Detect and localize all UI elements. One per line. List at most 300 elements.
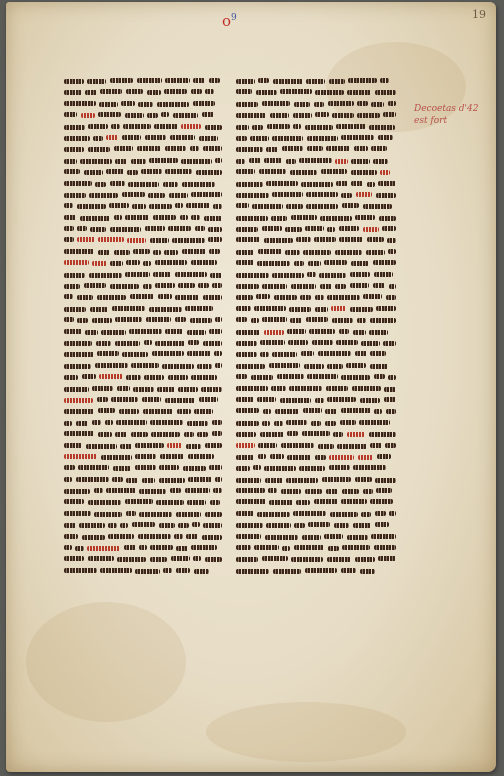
ink-word — [98, 250, 110, 255]
ink-word — [133, 387, 154, 392]
ink-word — [269, 500, 293, 505]
ink-word — [192, 522, 200, 527]
ink-word — [236, 102, 258, 107]
ink-word — [321, 169, 347, 174]
ink-word — [182, 249, 206, 254]
ink-word — [314, 102, 324, 107]
ink-word — [386, 295, 396, 300]
ink-word — [135, 465, 156, 470]
ink-word — [272, 192, 303, 197]
script-line — [236, 122, 396, 133]
ink-word — [357, 113, 380, 118]
ink-word — [191, 375, 217, 380]
ink-word — [375, 511, 386, 516]
ink-word — [64, 226, 74, 231]
ink-word — [236, 182, 263, 187]
script-line — [64, 532, 222, 543]
ink-word — [291, 557, 323, 562]
ink-word — [335, 159, 348, 164]
ink-word — [327, 397, 356, 402]
ink-word — [64, 159, 77, 164]
ink-word — [330, 512, 358, 517]
ink-word — [273, 79, 303, 84]
ink-word — [272, 352, 297, 357]
script-line — [236, 395, 396, 406]
ink-word — [282, 146, 303, 151]
script-line — [236, 532, 396, 543]
ink-word — [64, 443, 82, 448]
ink-word — [77, 226, 87, 231]
script-line — [64, 497, 222, 508]
ink-word — [208, 237, 222, 242]
script-line — [64, 224, 222, 235]
ink-word — [127, 170, 138, 175]
ink-word — [64, 477, 72, 482]
script-line — [64, 384, 222, 395]
ink-word — [122, 192, 145, 197]
ink-word — [350, 272, 370, 277]
ink-word — [325, 409, 337, 414]
ink-word — [335, 284, 346, 289]
ink-word — [331, 306, 346, 311]
script-line — [236, 384, 396, 395]
ink-word — [236, 125, 249, 130]
script-line — [64, 543, 222, 554]
ink-word — [163, 568, 172, 573]
ink-word — [64, 249, 94, 254]
ink-word — [137, 78, 162, 83]
ink-word — [193, 556, 201, 561]
ink-word — [258, 454, 266, 459]
ink-word — [164, 89, 187, 94]
ink-word — [377, 454, 391, 459]
ink-word — [125, 499, 153, 504]
ink-word — [236, 79, 255, 84]
script-line — [236, 338, 396, 349]
ink-word — [327, 557, 351, 562]
ink-word — [264, 238, 293, 243]
ink-word — [260, 340, 285, 345]
ink-word — [128, 182, 159, 187]
ink-word — [366, 250, 385, 255]
ink-word — [158, 294, 172, 299]
ink-word — [351, 159, 370, 164]
script-line — [236, 87, 396, 98]
ink-word — [64, 534, 78, 539]
ink-word — [212, 431, 222, 436]
ink-word — [64, 364, 91, 369]
ink-word — [236, 89, 252, 94]
ink-word — [202, 112, 214, 117]
ink-word — [117, 386, 130, 391]
ink-word — [374, 272, 393, 277]
ink-word — [315, 398, 324, 403]
ink-word — [194, 569, 209, 574]
ink-word — [373, 159, 388, 164]
ink-word — [82, 374, 96, 379]
ink-word — [150, 238, 169, 243]
ink-word — [367, 182, 375, 187]
ink-word — [236, 455, 254, 460]
ink-word — [236, 113, 266, 118]
ink-word — [263, 409, 271, 414]
ink-word — [143, 284, 152, 289]
ink-word — [156, 500, 184, 505]
ink-word — [64, 387, 89, 392]
ink-word — [332, 113, 354, 118]
ink-word — [112, 306, 145, 311]
ink-word — [144, 375, 164, 380]
ink-word — [375, 478, 396, 483]
ink-word — [185, 488, 210, 493]
ink-word — [309, 329, 335, 334]
ink-word — [388, 375, 396, 380]
script-line — [236, 201, 396, 212]
ink-word — [342, 489, 359, 494]
ink-word — [249, 158, 261, 163]
ink-word — [188, 477, 212, 482]
ink-word — [95, 363, 128, 368]
script-line — [236, 292, 396, 303]
ink-word — [89, 193, 118, 198]
ink-word — [294, 102, 310, 107]
ink-word — [90, 307, 108, 312]
ink-word — [89, 273, 122, 278]
ink-word — [64, 511, 91, 516]
ink-word — [64, 421, 72, 426]
ink-word — [340, 420, 356, 425]
ink-word — [294, 545, 324, 550]
ink-word — [351, 170, 377, 175]
ink-word — [236, 511, 254, 516]
script-line — [64, 361, 222, 372]
ink-word — [157, 387, 175, 392]
script-line — [64, 463, 222, 474]
ink-word — [306, 192, 338, 197]
script-line — [236, 156, 396, 167]
ink-word — [175, 295, 199, 300]
ink-word — [308, 522, 330, 527]
ink-word — [339, 237, 363, 242]
ink-word — [373, 260, 396, 265]
script-line — [64, 395, 222, 406]
ink-word — [119, 409, 139, 414]
ink-word — [205, 557, 222, 562]
ink-word — [302, 431, 330, 436]
ink-word — [376, 306, 396, 311]
script-line — [64, 156, 222, 167]
ink-word — [355, 557, 375, 562]
ink-word — [339, 329, 349, 334]
text-column-right — [236, 76, 396, 577]
ink-word — [96, 341, 111, 346]
ink-word — [64, 556, 84, 561]
ink-word — [203, 523, 222, 528]
ink-word — [236, 284, 259, 289]
ink-word — [265, 535, 298, 540]
ink-word — [369, 330, 388, 335]
ink-word — [254, 306, 286, 311]
ink-word — [375, 90, 396, 95]
ink-word — [296, 237, 311, 242]
ink-word — [275, 409, 299, 414]
ink-word — [236, 203, 249, 208]
ink-word — [370, 351, 386, 356]
ink-word — [305, 489, 322, 494]
ink-word — [64, 341, 92, 346]
ink-word — [124, 545, 136, 550]
ink-word — [236, 443, 255, 448]
ink-word — [236, 306, 251, 311]
ink-word — [388, 101, 396, 106]
ink-word — [149, 204, 172, 209]
ink-word — [64, 273, 85, 278]
ink-word — [64, 545, 72, 550]
ink-word — [336, 181, 348, 186]
ink-word — [347, 432, 365, 437]
ink-word — [299, 158, 332, 163]
script-line — [64, 87, 222, 98]
ink-word — [155, 341, 185, 346]
ink-word — [165, 146, 186, 151]
ink-word — [328, 101, 354, 106]
ink-word — [82, 535, 105, 540]
ink-word — [357, 318, 366, 323]
ink-word — [236, 237, 260, 242]
ink-word — [262, 101, 290, 106]
ink-word — [151, 432, 180, 437]
ink-word — [269, 363, 300, 368]
script-line — [236, 475, 396, 486]
ink-word — [64, 90, 82, 95]
ink-word — [254, 545, 279, 550]
ink-word — [197, 364, 212, 369]
ink-word — [135, 569, 160, 574]
ink-word — [236, 397, 254, 402]
ink-word — [88, 500, 121, 505]
ink-word — [384, 397, 396, 402]
script-line — [64, 247, 222, 258]
ink-word — [154, 124, 178, 129]
ink-word — [110, 78, 133, 83]
ink-word — [105, 420, 113, 425]
ink-word — [97, 397, 108, 402]
ink-word — [204, 216, 222, 221]
ink-word — [188, 340, 199, 345]
ink-word — [94, 512, 122, 517]
ink-word — [236, 432, 256, 437]
ink-word — [215, 477, 222, 482]
ink-word — [274, 421, 283, 426]
ink-word — [178, 283, 195, 288]
ink-word — [315, 112, 329, 117]
ink-word — [251, 375, 273, 380]
ink-word — [88, 147, 110, 152]
ink-word — [202, 535, 222, 540]
ink-word — [273, 569, 301, 574]
ink-word — [157, 102, 189, 107]
ink-word — [311, 421, 321, 426]
ink-word — [305, 125, 333, 130]
ink-word — [256, 294, 270, 299]
ink-word — [77, 204, 106, 209]
ink-word — [305, 226, 324, 231]
ink-word — [307, 374, 338, 379]
ink-word — [315, 455, 326, 460]
ink-word — [326, 386, 348, 391]
ink-word — [348, 78, 377, 83]
ink-word — [64, 499, 84, 504]
ink-word — [257, 512, 290, 517]
ink-word — [256, 90, 277, 95]
ink-word — [388, 249, 396, 254]
ink-word — [341, 375, 370, 380]
ink-word — [262, 421, 270, 426]
script-line — [236, 281, 396, 292]
ink-word — [148, 193, 165, 198]
ink-word — [191, 89, 202, 94]
ink-word — [175, 272, 207, 277]
ink-word — [146, 317, 171, 322]
ink-word — [187, 421, 208, 426]
ink-word — [186, 444, 201, 449]
ink-word — [209, 78, 220, 83]
ink-word — [376, 488, 392, 493]
ink-word — [190, 318, 212, 323]
ink-word — [264, 466, 296, 471]
ink-word — [236, 317, 247, 322]
ink-word — [236, 488, 265, 493]
script-line — [64, 441, 222, 452]
script-line — [236, 361, 396, 372]
ink-word — [236, 466, 250, 471]
ink-word — [196, 170, 222, 175]
ink-word — [333, 432, 343, 437]
ink-word — [153, 250, 161, 255]
ink-word — [383, 341, 396, 346]
ink-word — [81, 113, 95, 118]
ink-word — [212, 283, 222, 288]
ink-word — [108, 534, 134, 539]
ink-word — [346, 363, 366, 368]
ink-word — [98, 237, 124, 242]
ink-word — [351, 261, 369, 266]
ink-word — [163, 182, 178, 187]
ink-word — [126, 89, 143, 94]
ink-word — [194, 409, 213, 414]
script-line — [64, 270, 222, 281]
ink-word — [135, 443, 164, 448]
ink-word — [355, 351, 367, 356]
ink-word — [290, 170, 317, 175]
script-line — [64, 566, 222, 577]
ink-word — [264, 158, 282, 163]
ink-word — [197, 432, 208, 437]
ink-word — [287, 431, 298, 436]
script-line — [64, 315, 222, 326]
ink-word — [144, 340, 152, 345]
script-line — [64, 372, 222, 383]
ink-word — [87, 79, 106, 84]
ink-word — [64, 112, 77, 117]
ink-word — [165, 78, 190, 83]
ink-word — [371, 534, 396, 539]
ink-word — [374, 545, 396, 550]
ink-word — [139, 512, 172, 517]
ink-word — [79, 523, 105, 528]
ink-word — [80, 159, 112, 164]
ink-word — [282, 546, 290, 551]
margin-note-line-2: est fort — [414, 116, 448, 126]
ink-word — [64, 317, 74, 322]
ink-word — [271, 386, 286, 391]
ink-word — [293, 124, 301, 129]
ink-word — [86, 444, 117, 449]
ink-word — [160, 454, 184, 459]
ink-word — [142, 478, 155, 483]
ink-word — [92, 318, 112, 323]
ink-word — [341, 193, 352, 198]
ink-word — [300, 295, 311, 300]
ink-word — [369, 125, 395, 130]
ink-word — [289, 386, 322, 391]
ink-word — [305, 568, 337, 573]
ink-word — [336, 124, 366, 129]
ink-word — [236, 352, 257, 357]
ink-word — [115, 432, 127, 437]
script-line — [64, 258, 222, 269]
script-line — [236, 441, 396, 452]
ink-word — [274, 295, 297, 300]
ink-word — [75, 546, 84, 551]
ink-word — [341, 408, 371, 413]
ink-word — [291, 215, 317, 220]
ink-word — [112, 477, 123, 482]
script-line — [236, 99, 396, 110]
ink-word — [380, 78, 389, 83]
ink-word — [106, 488, 136, 493]
ink-word — [286, 420, 307, 425]
ink-word — [320, 216, 352, 221]
ink-word — [236, 386, 268, 391]
ink-word — [176, 568, 190, 573]
ink-word — [236, 273, 269, 278]
ink-word — [359, 420, 390, 425]
ink-word — [339, 226, 359, 231]
ink-word — [213, 204, 222, 209]
ink-word — [262, 226, 282, 231]
ink-word — [133, 249, 150, 254]
ink-word — [379, 216, 396, 221]
script-line — [236, 543, 396, 554]
ink-word — [236, 499, 266, 504]
script-line — [236, 327, 396, 338]
margin-note — [414, 103, 494, 127]
ink-word — [370, 499, 393, 504]
ink-word — [187, 330, 206, 335]
ink-word — [322, 477, 351, 482]
ink-word — [350, 283, 369, 288]
ink-word — [99, 102, 118, 107]
ink-word — [387, 238, 396, 243]
script-line — [64, 452, 222, 463]
ink-word — [236, 408, 259, 413]
ink-word — [175, 203, 183, 208]
ink-word — [187, 500, 206, 505]
ink-word — [129, 329, 162, 334]
script-line — [236, 566, 396, 577]
ink-word — [183, 466, 206, 471]
